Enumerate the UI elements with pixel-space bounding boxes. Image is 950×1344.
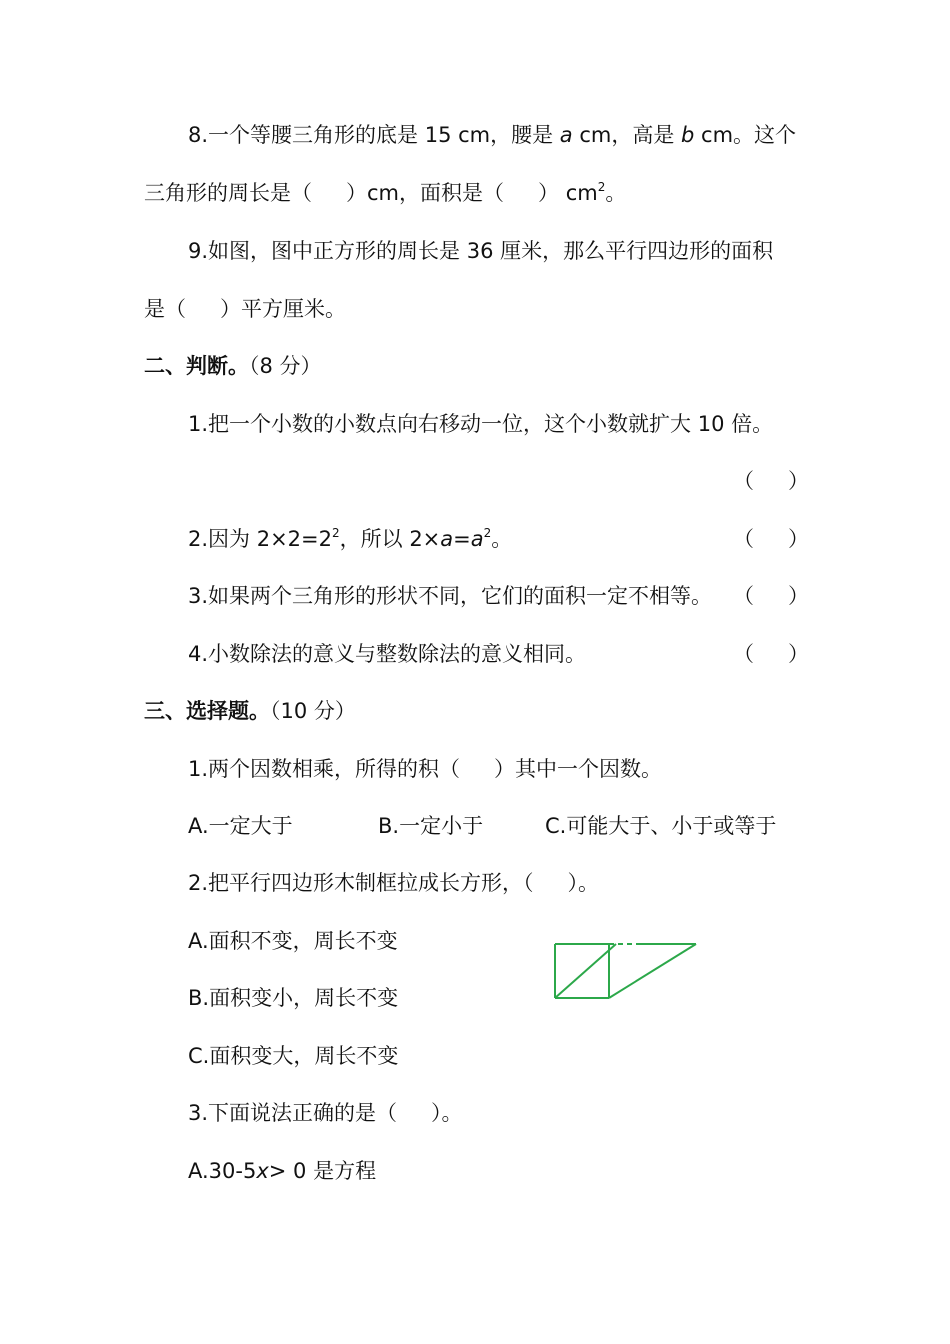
s3-q1-option-c[interactable]: C.可能大于、小于或等于 bbox=[545, 814, 777, 838]
square-and-parallelogram-figure bbox=[553, 940, 703, 1002]
var-b: b bbox=[681, 123, 695, 147]
parallelogram-left-slant bbox=[555, 944, 616, 998]
s3-q2-option-a[interactable]: A.面积不变，周长不变 bbox=[188, 929, 398, 953]
s3-q2-option-c[interactable]: C.面积变大，周长不变 bbox=[188, 1044, 399, 1068]
section3-heading: 三、选择题。（10 分） bbox=[144, 699, 356, 723]
q9-line1: 9.如图，图中正方形的周长是 36 厘米，那么平行四边形的面积 bbox=[188, 239, 774, 263]
parallelogram-right-slant bbox=[609, 944, 696, 998]
answer-paren[interactable]: （ ） bbox=[733, 584, 809, 608]
s2-q2: 2.因为 $2\times 2=2^2$，所以 $2\times a=a^2$。 bbox=[188, 526, 513, 551]
answer-paren[interactable]: （ ） bbox=[733, 469, 809, 493]
q9-line2: 是（ ）平方厘米。 bbox=[144, 297, 346, 321]
answer-paren[interactable]: （ ） bbox=[733, 527, 809, 551]
section2-heading: 二、判断。（8 分） bbox=[144, 354, 322, 378]
s3-q2-option-b[interactable]: B.面积变小，周长不变 bbox=[188, 986, 399, 1010]
answer-paren[interactable]: （ ） bbox=[733, 642, 809, 666]
s3-q1: 1.两个因数相乘，所得的积（ ）其中一个因数。 bbox=[188, 757, 663, 781]
s3-q3: 3.下面说法正确的是（ ）。 bbox=[188, 1101, 463, 1125]
s3-q1-option-b[interactable]: B.一定小于 bbox=[378, 814, 484, 838]
s3-q2: 2.把平行四边形木制框拉成长方形，（ ）。 bbox=[188, 871, 600, 895]
s2-q4: 4.小数除法的意义与整数除法的意义相同。 bbox=[188, 642, 587, 666]
s3-q3-option-a[interactable]: A.30-5x> 0 是方程 bbox=[188, 1159, 377, 1183]
q8-line2: 三角形的周长是（ ）cm，面积是（ ） $cm^2$。 bbox=[144, 180, 627, 205]
s2-q1: 1.把一个小数的小数点向右移动一位，这个小数就扩大 10 倍。 bbox=[188, 412, 774, 436]
s2-q3: 3.如果两个三角形的形状不同，它们的面积一定不相等。 bbox=[188, 584, 713, 608]
var-a: a bbox=[559, 123, 573, 147]
s3-q1-option-a[interactable]: A.一定大于 bbox=[188, 814, 293, 838]
q8-line1: 8.一个等腰三角形的底是 15 cm，腰是 a cm，高是 b cm。这个 bbox=[188, 123, 797, 147]
